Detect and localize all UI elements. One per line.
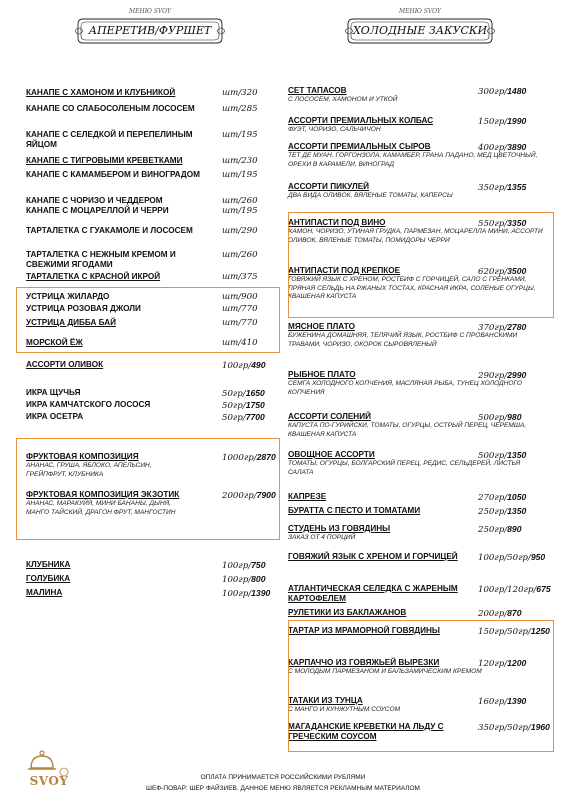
menu-item-name: АССОРТИ ОЛИВОК	[26, 360, 104, 369]
price-unit: шт/195	[222, 206, 258, 216]
price-value: 3890	[507, 142, 527, 152]
price-value: 2780	[507, 322, 527, 332]
menu-item	[288, 524, 552, 543]
menu-item-description: СЕМГА ХОЛОДНОГО КОПЧЕНИЯ, МАСЛЯНАЯ РЫБА, ТУНЕЦ ХОЛОДНОГО КОПЧЕНИЯ	[288, 380, 523, 396]
menu-item-description: С МОЛОДЫМ ПАРМЕЗАНОМ И БАЛЬЗАМИЧЕСКИМ КРЕМОМ	[288, 668, 482, 675]
menu-item-description: БУЖЕНИНА ДОМАШНЯЯ, ТЕЛЯЧИЙ ЯЗЫК, РОСТБИФ С ПРОВАНСКИМИ ТРАВАМИ, ЧОРИЗО, ОКОРОК СЫРОВЯЛЕНЫЙ	[288, 332, 518, 348]
menu-item	[288, 552, 552, 562]
menu-item-name: ФРУКТОВАЯ КОМПОЗИЦИЯ ЭКЗОТИК	[26, 490, 180, 499]
price-unit: шт/770	[222, 304, 258, 314]
menu-item	[288, 370, 552, 397]
menu-item-name: ОВОЩНОЕ АССОРТИ	[288, 450, 375, 459]
menu-item-description: ЗАКАЗ ОТ 4 ПОРЦИЙ	[288, 534, 356, 541]
menu-item-price	[222, 156, 258, 166]
menu-item-name: ИКРА ЩУЧЬЯ	[26, 388, 81, 397]
price-value: 3500	[507, 266, 527, 276]
menu-item-price	[222, 206, 258, 216]
menu-item	[288, 116, 552, 135]
price-unit: шт/410	[222, 338, 258, 348]
footer-chef: ШЕФ-ПОВАР: ШЕР ФАЙЗИЕВ. ДАННОЕ МЕНЮ ЯВЛЯЕТСЯ РЕКЛАМНЫМ МАТЕРИАЛОМ	[146, 785, 420, 792]
price-value: 675	[536, 584, 551, 594]
menu-item-price	[478, 552, 545, 563]
price-value: 800	[251, 574, 266, 584]
menu-item-name: ФРУКТОВАЯ КОМПОЗИЦИЯ	[26, 452, 139, 461]
menu-item-price	[478, 492, 526, 503]
menu-item-description: КАПУСТА ПО-ГУРИЙСКИ, ТОМАТЫ, ОГУРЦЫ, ОСТРЫЙ ПЕРЕЦ, ЧЕРЕМША, КВАШЕНАЯ КАПУСТА	[288, 422, 527, 438]
menu-item-description: ТЕТ ДЕ МУАН, ГОРГОНЗОЛА, КАМАМБЕР, ГРАНА ПАДАНО, МЕД ЦВЕТОЧНЫЙ, ОРЕХИ В КАРАМЕЛИ, ВИНОГРАД	[288, 152, 538, 168]
menu-item-price	[478, 450, 526, 461]
menu-item-name: АССОРТИ ПРЕМИАЛЬНЫХ СЫРОВ	[288, 142, 431, 151]
header-frame	[75, 16, 225, 46]
price-value: 1355	[507, 182, 527, 192]
price-value: 1390	[507, 696, 527, 706]
price-unit: 150гр/	[478, 117, 508, 127]
menu-item-name: МЯСНОЕ ПЛАТО	[288, 322, 355, 331]
menu-item-price	[478, 412, 522, 423]
right-header	[288, 8, 552, 46]
menu-item-name: УСТРИЦА ДИББА БАЙ	[26, 318, 117, 327]
menu-item-description: ГОВЯЖИЙ ЯЗЫК С ХРЕНОМ, РОСТБИФ С ГОРЧИЦЕЙ, САЛО С ГРЕНКАМИ, ПРЯНАЯ СЕЛЬДЬ НА РЖАНЫХ ТОСТАХ, КРАСНАЯ ИКРА, СОЛЕНЫЕ ОГУРЦЫ, КВАШЕНАЯ КАПУСТА	[288, 276, 536, 300]
menu-item	[26, 388, 274, 398]
menu-item-description: С МАНГО И КУНЖУТНЫМ СОУСОМ	[288, 706, 401, 713]
menu-item	[26, 196, 274, 206]
menu-item-name: КАПРЕЗЕ	[288, 492, 327, 501]
price-value: 2990	[507, 370, 527, 380]
price-value: 890	[507, 524, 522, 534]
menu-item	[26, 412, 274, 422]
menu-item-name: КАНАПЕ С КАМАМБЕРОМ И ВИНОГРАДОМ	[26, 170, 200, 179]
menu-item-name: КАРПАЧЧО ИЗ ГОВЯЖЬЕЙ ВЫРЕЗКИ	[288, 658, 440, 667]
menu-item-name: ИКРА ОСЕТРА	[26, 412, 84, 421]
menu-item	[26, 360, 274, 370]
price-unit: 50гр/	[222, 389, 246, 399]
menu-item-price	[478, 524, 522, 535]
menu-item-name: АССОРТИ ПРЕМИАЛЬНЫХ КОЛБАС	[288, 116, 434, 125]
price-unit: 150гр/50гр/	[478, 627, 531, 637]
menu-item-price	[222, 388, 265, 399]
highlight-box-oysters	[16, 287, 280, 353]
menu-item	[26, 272, 274, 282]
menu-item	[26, 560, 274, 570]
menu-item-price	[222, 560, 266, 571]
price-value: 1480	[507, 86, 527, 96]
price-unit: 200гр/	[478, 609, 508, 619]
menu-item	[288, 608, 552, 618]
price-unit: шт/290	[222, 226, 258, 236]
menu-item-price	[222, 130, 258, 140]
menu-item-name: КАНАПЕ С ХАМОНОМ И КЛУБНИКОЙ	[26, 88, 176, 97]
menu-item-name: СЕТ ТАПАСОВ	[288, 86, 347, 95]
menu-item-name: СТУДЕНЬ ИЗ ГОВЯДИНЫ	[288, 524, 391, 533]
menu-item-name: УСТРИЦА РОЗОВАЯ ДЖОЛИ	[26, 304, 141, 313]
menu-item	[288, 142, 552, 169]
menu-item-description: ДВА ВИДА ОЛИВОК, ВЯЛЕНЫЕ ТОМАТЫ, КАПЕРСЫ	[288, 192, 453, 199]
menu-item-name: УСТРИЦА ЖИЛАРДО	[26, 292, 110, 301]
menu-item-name: ГОВЯЖИЙ ЯЗЫК С ХРЕНОМ И ГОРЧИЦЕЙ	[288, 552, 458, 561]
menu-item-name: КЛУБНИКА	[26, 560, 71, 569]
menu-item-name: КАНАПЕ С МОЦАРЕЛЛОЙ И ЧЕРРИ	[26, 206, 169, 215]
price-unit: 100гр/	[222, 561, 252, 571]
price-unit: 500гр/	[478, 413, 508, 423]
menu-item	[26, 130, 274, 150]
menu-item	[288, 412, 552, 439]
menu-item-price	[478, 584, 551, 595]
menu-item-description: ФУЭТ, ЧОРИЗО, САЛЬЧИЧОН	[288, 126, 381, 133]
menu-item-name: КАНАПЕ СО СЛАБОСОЛЕНЫМ ЛОСОСЕМ	[26, 104, 195, 113]
price-unit: 250гр/	[478, 507, 508, 517]
price-value: 1350	[507, 450, 527, 460]
price-value: 1990	[507, 116, 527, 126]
price-value: 1250	[530, 626, 550, 636]
menu-item-price	[478, 506, 526, 517]
price-unit: 550гр/	[478, 219, 508, 229]
menu-item-name: РУЛЕТИКИ ИЗ БАКЛАЖАНОВ	[288, 608, 407, 617]
menu-item-description: ТОМАТЫ, ОГУРЦЫ, БОЛГАРСКИЙ ПЕРЕЦ, РЕДИС, СЕЛЬДЕРЕЙ, ЛИСТЬЯ САЛАТА	[288, 460, 521, 476]
menu-item	[26, 104, 274, 114]
menu-item-description: ХАМОН, ЧОРИЗО, УТИНАЯ ГРУДКА, ПАРМЕЗАН, МОЦАРЕЛЛА МИНИ, АССОРТИ ОЛИВОК, ВЯЛЕНЫЕ ТОМАТЫ, ПОМИДОРЫ ЧЕРРИ	[288, 228, 543, 244]
menu-item-price	[478, 608, 522, 619]
menu-item-price	[478, 182, 526, 193]
price-value: 870	[507, 608, 522, 618]
menu-item-name: КАНАПЕ С СЕЛЕДКОЙ И ПЕРЕПЕЛИНЫМ ЯЙЦОМ	[26, 130, 193, 149]
price-value: 3350	[507, 218, 527, 228]
menu-item-description: АНАНАС, ГРУША, ЯБЛОКО, АПЕЛЬСИН, ГРЕЙПФРУТ, КЛУБНИКА	[26, 462, 152, 478]
price-unit: 100гр/	[222, 589, 252, 599]
menu-item-name: МАГАДАНСКИЕ КРЕВЕТКИ НА ЛЬДУ С ГРЕЧЕСКИМ СОУСОМ	[288, 722, 444, 741]
menu-item-name: МОРСКОЙ ЁЖ	[26, 338, 83, 347]
menu-item-description: АНАНАС, МАРАКУЙЯ, МИНИ БАНАНЫ, ДЫНЯ, МАНГО ТАЙСКИЙ, ДРАГОН ФРУТ, МАНГОСТИН	[26, 500, 176, 516]
menu-item	[26, 400, 274, 410]
price-unit: шт/195	[222, 130, 258, 140]
menu-item	[26, 588, 274, 598]
menu-item	[288, 182, 552, 201]
price-value: 980	[507, 412, 522, 422]
price-value: 7700	[245, 412, 265, 422]
menu-item	[26, 88, 274, 98]
highlight-box-tartare	[288, 620, 554, 752]
price-value: 490	[251, 360, 266, 370]
menu-item-price	[478, 116, 526, 127]
menu-item-name: АТЛАНТИЧЕСКАЯ СЕЛЕДКА С ЖАРЕНЫМ КАРТОФЕЛЕМ	[288, 584, 458, 603]
menu-item-name: ТАРТАР ИЗ МРАМОРНОЙ ГОВЯДИНЫ	[288, 626, 440, 635]
menu-item-name: КАНАПЕ С ЧОРИЗО И ЧЕДДЕРОМ	[26, 196, 163, 205]
price-unit: 1000гр/	[222, 453, 257, 463]
menu-item-name: АССОРТИ ПИКУЛЕЙ	[288, 182, 370, 191]
menu-item-name: ИКРА КАМЧАТСКОГО ЛОСОСЯ	[26, 400, 151, 409]
price-unit: 100гр/	[222, 575, 252, 585]
menu-item	[288, 86, 552, 105]
price-unit: шт/260	[222, 250, 258, 260]
price-unit: шт/260	[222, 196, 258, 206]
price-unit: 50гр/	[222, 401, 246, 411]
price-value: 1650	[245, 388, 265, 398]
price-unit: 290гр/	[478, 371, 508, 381]
price-value: 2870	[256, 452, 276, 462]
menu-item-name: КАНАПЕ С ТИГРОВЫМИ КРЕВЕТКАМИ	[26, 156, 183, 165]
price-unit: 400гр/	[478, 143, 508, 153]
price-unit: шт/195	[222, 170, 258, 180]
menu-item-description: С ЛОСОСЕМ, ХАМОНОМ И УТКОЙ	[288, 96, 398, 103]
menu-item-name: ТАРТАЛЕТКА С ГУАКАМОЛЕ И ЛОСОСЕМ	[26, 226, 193, 235]
menu-item-name: АССОРТИ СОЛЕНИЙ	[288, 412, 371, 421]
menu-item-price	[222, 104, 258, 114]
menu-item-price	[222, 272, 258, 282]
menu-item	[26, 226, 274, 236]
menu-item-price	[222, 360, 266, 371]
menu-item-price	[222, 196, 258, 206]
price-value: 7900	[256, 490, 276, 500]
price-unit: шт/285	[222, 104, 258, 114]
price-unit: 100гр/120гр/	[478, 585, 537, 595]
price-unit: 50гр/	[222, 413, 246, 423]
right-header-title: ХОЛОДНЫЕ ЗАКУСКИ	[352, 24, 488, 37]
menu-item-name: ГОЛУБИКА	[26, 574, 71, 583]
price-unit: 2000гр/	[222, 491, 257, 501]
price-unit: 120гр/	[478, 659, 508, 669]
menu-item-price	[222, 574, 266, 585]
right-header-small: МЕНЮ SVOY	[398, 8, 442, 15]
price-unit: 500гр/	[478, 451, 508, 461]
price-unit: 620гр/	[478, 267, 508, 277]
highlight-box-antipasti	[288, 212, 554, 318]
menu-item	[288, 450, 552, 477]
footer-payment: ОПЛАТА ПРИНИМАЕТСЯ РОССИЙСКИМИ РУБЛЯМИ	[200, 774, 366, 781]
menu-item-name: РЫБНОЕ ПЛАТО	[288, 370, 356, 379]
price-unit: шт/770	[222, 318, 258, 328]
menu-item	[26, 156, 274, 166]
menu-item-price	[222, 250, 258, 260]
menu-item-name: ТАРТАЛЕТКА С НЕЖНЫМ КРЕМОМ И СВЕЖИМИ ЯГОДАМИ	[26, 250, 176, 269]
menu-item	[288, 322, 552, 349]
highlight-box-fruit	[16, 438, 280, 540]
price-unit: 250гр/	[478, 525, 508, 535]
menu-item-price	[222, 170, 258, 180]
price-unit: 300гр/	[478, 87, 508, 97]
menu-item-price	[222, 88, 258, 98]
price-unit: 100гр/	[222, 361, 252, 371]
menu-item	[288, 506, 552, 516]
price-value: 1050	[507, 492, 527, 502]
price-value: 1350	[507, 506, 527, 516]
header-frame	[345, 16, 495, 46]
price-value: 1750	[245, 400, 265, 410]
price-value: 1960	[530, 722, 550, 732]
price-unit: 350гр/50гр/	[478, 723, 531, 733]
price-unit: 100гр/50гр/	[478, 553, 531, 563]
price-unit: шт/375	[222, 272, 258, 282]
price-value: 1200	[507, 658, 527, 668]
menu-item-name: АНТИПАСТИ ПОД КРЕПКОЕ	[288, 266, 401, 275]
menu-item	[26, 206, 274, 216]
price-value: 950	[530, 552, 546, 562]
logo-text: SVOY	[29, 774, 69, 788]
menu-item	[26, 250, 274, 270]
menu-item	[288, 492, 552, 502]
price-unit: 160гр/	[478, 697, 508, 707]
menu-item-name: БУРАТТА С ПЕСТО И ТОМАТАМИ	[288, 506, 421, 515]
price-unit: шт/900	[222, 292, 258, 302]
menu-item-price	[478, 322, 526, 333]
menu-item-price	[478, 86, 526, 97]
left-header-title: АПЕРЕТИВ/ФУРШЕТ	[88, 24, 212, 37]
menu-item-name: ТАРТАЛЕТКА С КРАСНОЙ ИКРОЙ	[26, 272, 161, 281]
menu-item-price	[222, 400, 265, 411]
menu-item-price	[478, 142, 526, 153]
menu-item-price	[222, 588, 270, 599]
menu-item	[288, 584, 552, 604]
menu-item	[26, 170, 274, 180]
left-header	[26, 8, 274, 46]
price-value: 750	[251, 560, 266, 570]
price-unit: 370гр/	[478, 323, 508, 333]
price-value: 1390	[251, 588, 271, 598]
menu-item-price	[478, 370, 526, 381]
menu-item-name: ТАТАКИ ИЗ ТУНЦА	[288, 696, 363, 705]
price-unit: шт/320	[222, 88, 258, 98]
left-header-small: МЕНЮ SVOY	[128, 8, 172, 15]
menu-item-name: МАЛИНА	[26, 588, 63, 597]
price-unit: шт/230	[222, 156, 258, 166]
menu-item-name: АНТИПАСТИ ПОД ВИНО	[288, 218, 386, 227]
price-unit: 270гр/	[478, 493, 508, 503]
price-unit: 350гр/	[478, 183, 508, 193]
menu-item	[26, 574, 274, 584]
menu-item-price	[222, 412, 265, 423]
menu-item-price	[222, 226, 258, 236]
